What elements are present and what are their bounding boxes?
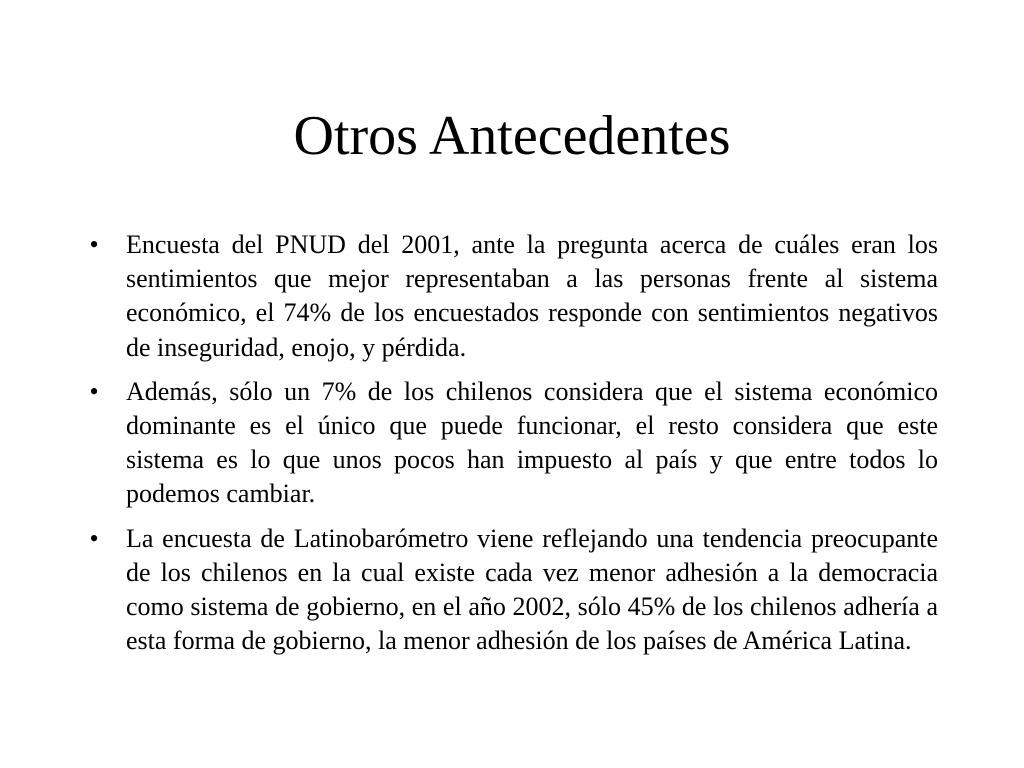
bullet-dot-icon: • — [89, 376, 99, 406]
bullet-text: Además, sólo un 7% de los chilenos considera que el sistema económico dominante es el único que puede funcionar, el resto considera que este sistema es lo que unos pocos han impuesto al país y que entre todos lo podemos cambiar. — [126, 376, 938, 509]
bullet-item-sistema-economico — [84, 375, 938, 512]
bullet-text: Encuesta del PNUD del 2001, ante la pregunta acerca de cuáles eran los sentimientos que mejor representaban a las personas frente al sistema económico, el 74% de los encuestados responde con sentimientos negativos de inseguridad, enojo, y pérdida. — [126, 230, 938, 362]
slide-title: Otros Antecedentes — [293, 105, 731, 167]
bullet-item-latinobarometro — [84, 522, 938, 659]
bullet-item-pnud — [84, 228, 938, 365]
bullet-text: La encuesta de Latinobarómetro viene reflejando una tendencia preocupante de los chilenos en la cual existe cada vez menor adhesión a la democracia como sistema de gobierno, en el año 2002, sólo 45% de los chilenos adhería a esta forma de gobierno, la menor adhesión de los países de América Latina. — [126, 523, 938, 656]
bullet-dot-icon: • — [89, 523, 99, 553]
bullet-list — [84, 228, 938, 668]
bullet-dot-icon: • — [89, 230, 99, 259]
